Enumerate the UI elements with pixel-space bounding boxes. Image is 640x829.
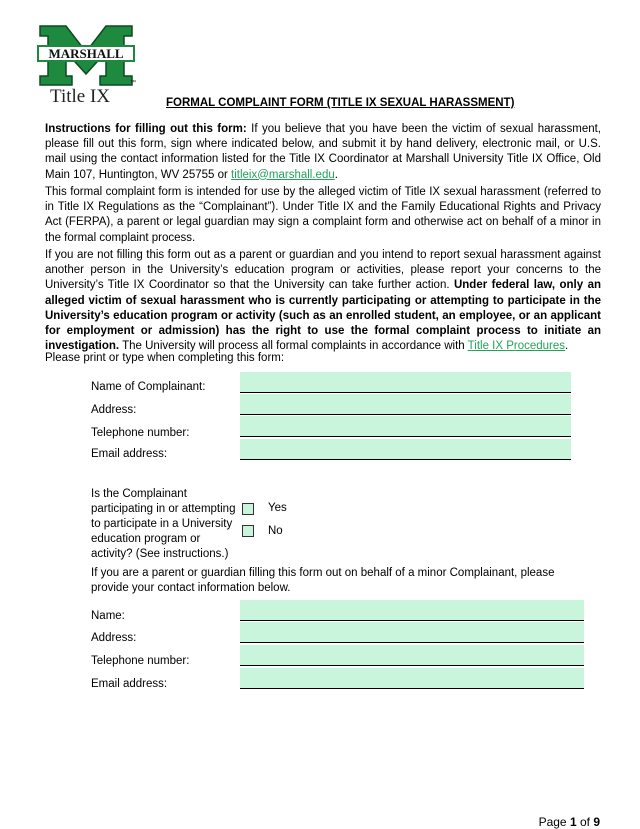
guardian-email-label: Email address: [91,678,168,690]
participation-question: Is the Complainant participating in or attempting to participate in a University education program or activity? (See instructions.) [91,488,236,560]
complainant-name-input[interactable] [240,372,571,393]
para3-bold: Under federal law, only an alleged victim of sexual harassment who is currently participating or attempting to participate in the University’s education program or activity (such as an enrolled student, an employee, or an applicant for employment or admission) has the right to use the formal complaint process to initiate an investigation. [45,279,601,353]
marshall-m-icon [38,22,134,86]
complainant-address-label: Address: [91,404,137,416]
para3-text2: The University will process all formal complaints in accordance with [119,340,468,353]
form-title: FORMAL COMPLAINT FORM (TITLE IX SEXUAL HARASSMENT) [166,97,515,109]
complainant-phone-label: Telephone number: [91,427,190,439]
guardian-address-label: Address: [91,632,137,644]
page-of-word: of [576,815,594,829]
page-total: 9 [593,815,600,829]
page-word: Page [538,815,570,829]
instructions-body: If you believe that you have been the victim of sexual harassment, please fill out this form, sign where indicated below, and submit it by hand delivery, electronic mail, or U.S. mail using the contact information listed for the Title IX Coordinator at Marshall University Title IX Office, Old Main 107, Huntington, WV 25755 or [45,123,601,181]
complainant-address-input[interactable] [240,394,571,415]
page-number [539,815,600,829]
complainant-phone-input[interactable] [240,416,571,437]
complainant-email-input[interactable] [240,439,571,460]
participation-no-checkbox[interactable] [242,525,254,537]
title-ix-email-link[interactable]: titleix@marshall.edu [231,168,335,181]
participation-no-label: No [268,525,283,537]
guardian-name-label: Name: [91,610,125,622]
logo-subtitle: Title IX [50,86,111,107]
instructions-paragraph [45,122,601,183]
complainant-name-label: Name of Complainant: [91,381,206,393]
federal-law-paragraph [45,248,601,354]
trademark-symbol: ™ [130,80,136,86]
participation-yes-label: Yes [268,502,287,514]
para3-text1: If you are not filling this form out as a parent or guardian and you intend to report sexual harassment against another person in the University’s education program or activities, please report your concerns to the University’s Title IX Coordinator so that the University can take further action. [45,249,601,292]
marshall-logo [38,22,134,86]
print-note: Please print or type when completing this form: [45,352,285,364]
guardian-intro: If you are a parent or guardian filling this form out on behalf of a minor Complainant, please provide your contact information below. [91,567,555,595]
complainant-email-label: Email address: [91,448,168,460]
instructions-lead: Instructions for filling out this form: [45,123,247,135]
para3-end: . [565,340,569,353]
title-ix-procedures-link[interactable]: Title IX Procedures [467,340,566,353]
guardian-email-input[interactable] [240,668,584,689]
guardian-phone-input[interactable] [240,645,584,666]
instructions-end: . [334,168,338,181]
purpose-paragraph: This formal complaint form is intended for use by the alleged victim of Title IX sexual harassment (referred to in Title IX Regulations as the “Complainant”). Under Title IX and the Family Educational Rights and Privacy Act (FERPA), a parent or legal guardian may sign a complaint form and otherwise act on behalf of a minor in the formal complaint process. [45,186,601,244]
participation-yes-checkbox[interactable] [242,503,254,515]
page-current: 1 [569,815,577,829]
guardian-phone-label: Telephone number: [91,655,190,667]
logo-wordmark: MARSHALL [48,46,124,61]
guardian-name-input[interactable] [240,600,584,621]
guardian-address-input[interactable] [240,622,584,643]
